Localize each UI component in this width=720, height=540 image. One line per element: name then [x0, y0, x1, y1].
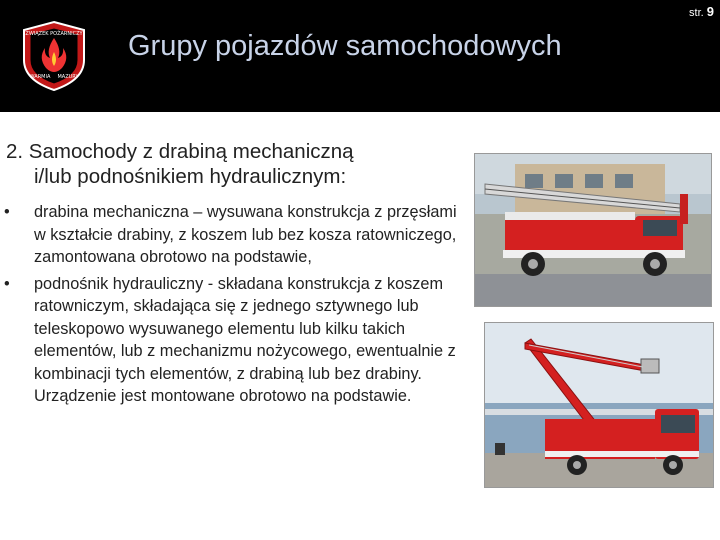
page-number-value: 9 [706, 4, 714, 19]
fire-brigade-logo-icon [18, 20, 90, 92]
svg-text:WARMIA: WARMIA [29, 74, 51, 80]
page-number-label: str. [689, 7, 704, 19]
bullet-list [4, 201, 470, 412]
ladder-truck-image [475, 154, 711, 306]
ladder-truck-photo [474, 153, 712, 307]
slide-header [0, 0, 720, 112]
bullet-marker: • [4, 274, 10, 293]
svg-text:ZWIĄZEK POŻARNICZY: ZWIĄZEK POŻARNICZY [25, 31, 83, 37]
hydraulic-platform-image [485, 323, 713, 487]
svg-text:MAZURY: MAZURY [57, 74, 79, 80]
slide-title: Grupy pojazdów samochodowych [128, 30, 562, 62]
bullet-item [4, 201, 470, 269]
bullet-item [4, 273, 470, 408]
bullet-text: drabina mechaniczna – wysuwana konstrukcja z przęsłami w kształcie drabiny, z koszem lub bez kosza ratowniczego, zamontowana obrotowo na podstawie, [34, 203, 457, 266]
section-heading [6, 139, 466, 189]
heading-line-1: 2. Samochody z drabiną mechaniczną [6, 140, 354, 163]
hydraulic-platform-photo [484, 322, 714, 488]
bullet-marker: • [4, 203, 10, 221]
page-number [689, 4, 714, 19]
heading-line-2: i/lub podnośnikiem hydraulicznym: [34, 165, 347, 188]
bullet-text: podnośnik hydrauliczny - składana konstrukcja z koszem ratowniczym, składająca się z jednego sztywnego lub teleskopowo wysuwanego elementu lub kilku takich elementów, lub z mechanizmu nożycowego, ewentualnie z kombinacji tych elementów, z drabiną lub bez drabiny. Urządzenie jest montowane obrotowo na podstawie. [34, 274, 456, 405]
